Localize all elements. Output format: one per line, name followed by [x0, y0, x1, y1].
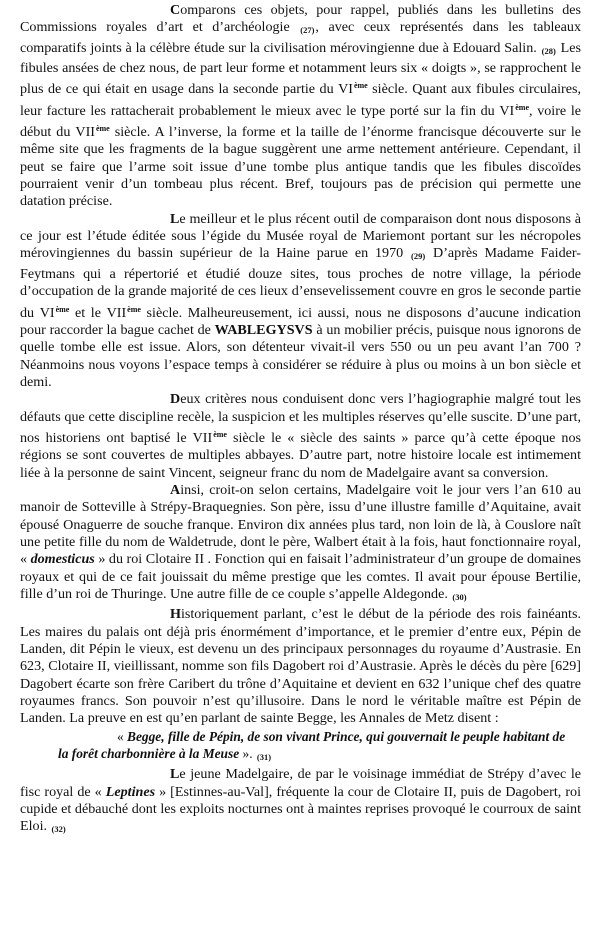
footnote-ref: (27) — [300, 25, 315, 36]
dropcap: L — [170, 210, 180, 227]
footnote-ref: (29) — [411, 251, 426, 262]
paragraph-5 — [20, 606, 581, 727]
ordinal-suffix: ème — [127, 304, 141, 314]
text-segment: siècle. A l’inverse, la forme et la taille de l’énorme francisque découverte sur le même site que les fragments de la bague suggèrent une arme nettement antérieure. Cependant, il peut se faire que l’arme soit issue d’une tombe plus antique tandis que les fibules discoïdes pourraient venir d’un tombeau plus récent. Bref, toujours pas de précision qui permette une datation précise. — [20, 124, 582, 210]
text-segment: siècle. Quant aux fibules circulaires, leur facture les rattacherait probablement le mieux avec le type porté sur la fin du — [20, 81, 581, 119]
block-quote — [20, 728, 581, 767]
century-numeral: VI — [338, 81, 353, 98]
paragraph-1 — [20, 2, 581, 211]
paragraph-3 — [20, 391, 581, 482]
text-segment: et le — [69, 304, 107, 321]
footnote-ref: (32) — [51, 824, 66, 835]
paragraph-2 — [20, 211, 581, 391]
text-segment: e meilleur et le plus récent outil de comparaison dont nous disposons à ce jour est l’étude éditée sous l’égide du Musée royal de Mariemont portant sur les nécropoles mérovingiennes du bassin supérieur de la Haine parue en 1970 — [20, 210, 581, 262]
century-numeral: VI — [39, 304, 55, 321]
quote-line — [58, 728, 581, 745]
inscription-text: WABLEGYSVS — [214, 321, 313, 338]
text-segment: , voire le début du — [20, 102, 581, 141]
century-numeral: VII — [75, 124, 95, 141]
ordinal-suffix: ème — [95, 124, 110, 134]
text-segment: » [Estinnes-au-Val], fréquente la cour de Clotaire II, puis de Dagobert, roi cupide et débauché dont les exploits nocturnes ont à maintes reprises provoqué le courroux de saint Eloi. — [20, 783, 581, 835]
text-segment: istoriquement parlant, c’est le début de la période des rois fainéants. Les maires du palais ont déjà pris énormément d’importance, et le premier d’entre eux, Pépin de Landen, dit Pépin le vieux, est devenu un des principaux personnages du royaume d’Austrasie. En 623, Clotaire II, vieillissant, nomme son fils Dagobert roi d’Austrasie. Après le décès du père [629] Dagobert écarte son frère Caribert du trône d’Aquitaine et devient en 632 l’unique chef des quatre royaumes francs. Son pouvoir n’est qu’illusoire. Dans le nord le véritable maître est Pépin de Landen. La preuve en est qu’en parlant de sainte Begge, les Annales de Metz disent : — [20, 606, 581, 727]
paragraph-4 — [20, 482, 581, 606]
text-segment: e jeune Madelgaire, de par le voisinage immédiat de Strépy d’avec le fisc royal de « — [20, 766, 581, 800]
paragraph-6 — [20, 766, 581, 838]
ordinal-suffix: ème — [55, 304, 70, 314]
text-segment: siècle le « siècle des saints » parce qu’à cette époque nos régions se sont couvertes de multiples abbayes. D’autre part, notre histoire locale est intimement liée à la personne de saint Vincent, seigneur franc du nom de Madelgaire avant sa conversion. — [20, 429, 581, 481]
quote-text: la forêt charbonnière à la Meuse — [58, 746, 240, 762]
text-segment: insi, croit-on selon certains, Madelgaire voit le jour vers l’an 610 au manoir de Sotteville à Strépy-Braquegnies. Son père, issu d’une illustre famille d’Aquitaine, avait épousé Onaguerre de souche franque. Environ dix années plus tard, non loin de là, à Couslore naît une petite fille du nom de Waldetrude, dont le père, Walbert était à la fois, haut fonctionnaire royal, « — [20, 481, 581, 568]
text-segment: D’après Madame Faider-Feytmans qui a répertorié et étudié douze sites, tous proches de notre village, la période d’occupation de la grande majorité de ces lieux d’ensevelissement couvre en gros le seconde partie du — [20, 245, 582, 321]
century-numeral: VII — [192, 429, 213, 446]
text-segment: omparons ces objets, pour rappel, publiés dans les bulletins des Commissions royales d’art et d’archéologie — [20, 2, 581, 36]
text-segment: siècle. Malheureusement, ici aussi, nous ne disposons d’aucune indication pour raccorder la bague cachet de — [20, 304, 581, 338]
ordinal-suffix: ème — [515, 102, 529, 112]
footnote-ref: (30) — [452, 592, 467, 602]
text-segment: eux critères nous conduisent donc vers l’hagiographie malgré tout les défauts que cette discipline recèle, la suspicion et les multiples réserves qu’elle suscite. D’une part, nos historiens ont baptisé le — [20, 391, 581, 446]
dropcap: A — [170, 481, 181, 498]
footnote-ref: (28) — [541, 45, 556, 56]
quote-line — [58, 745, 581, 766]
quote-open: « — [117, 728, 128, 744]
text-segment: , avec ceux représentés dans les tableaux comparatifs joints à la célèbre étude sur la civilisation mérovingienne due à Edouard Salin. — [20, 19, 582, 56]
text-segment: Les fibules ansées de chez nous, de part leur forme et notamment leurs six « doigts », se rapprochent le plus de ce qui était en usage dans la seconde partie du — [20, 39, 581, 98]
century-numeral: VI — [499, 102, 515, 119]
century-numeral: VII — [106, 304, 127, 321]
text-segment: » du roi Clotaire II . Fonction qui en faisait l’administrateur d’un groupe de domaines royaux et qui de ce fait jouissait du même prestige que les comtes. Il avait pour épouse Bertilie, fille d’un roi de Thuringe. Une autre fille de ce couple s’appelle Aldegonde. — [20, 551, 581, 602]
quote-close: ». — [239, 746, 253, 762]
place-name: Leptines — [105, 783, 156, 800]
footnote-ref: (31) — [256, 752, 272, 763]
quote-text: Begge, fille de Pépin, de son vivant Prince, qui gouvernait le peuple habitant de — [127, 728, 566, 744]
text-segment: à un mobilier précis, puisque nous ignorons de quelle tombe elle est issue. Alors, son détenteur vivait-il vers 550 ou un peu avant l’an 700 ? Néanmoins nous voyons l’espace temps à considérer se réduire à plus ou moins à un bon siècle et demi. — [20, 321, 581, 390]
dropcap: C — [170, 2, 181, 18]
ordinal-suffix: ème — [213, 429, 227, 439]
ordinal-suffix: ème — [353, 81, 368, 91]
dropcap: L — [170, 766, 180, 783]
latin-term: domesticus — [30, 551, 95, 568]
dropcap: H — [170, 606, 181, 623]
dropcap: D — [170, 391, 181, 408]
